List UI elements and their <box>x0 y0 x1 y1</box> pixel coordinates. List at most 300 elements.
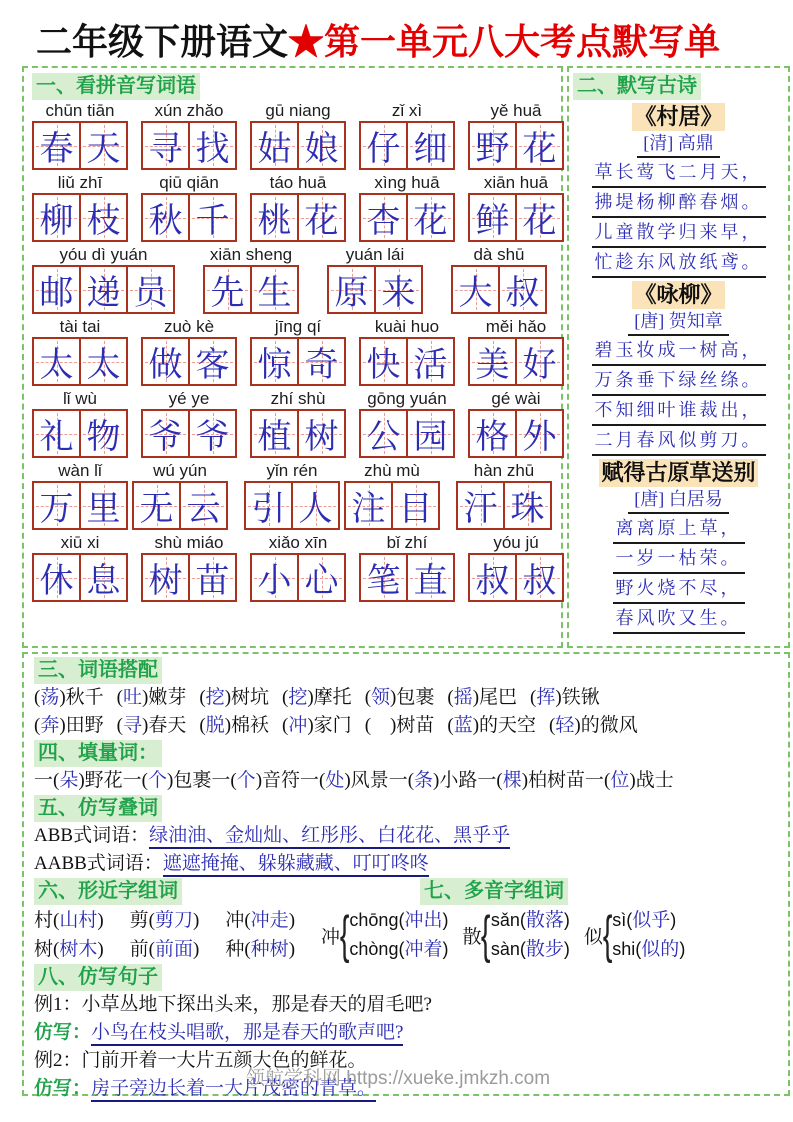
pinyin-word-unit <box>456 460 552 530</box>
similar-character-pair <box>130 906 200 964</box>
handwritten-character: 活 <box>413 347 448 384</box>
handwritten-character: 息 <box>86 563 121 600</box>
answer-grid-box <box>141 409 237 458</box>
answer-grid-box <box>359 193 455 242</box>
pinyin-word-rows <box>32 100 557 602</box>
section4-header: 四、填量词： <box>34 740 162 767</box>
pinyin-text: zuò kè <box>163 317 215 336</box>
similar-character-row: 种(种树) <box>225 939 296 960</box>
grid-cell <box>468 193 517 242</box>
grid-cell <box>359 553 408 602</box>
pinyin-word-unit <box>32 532 128 602</box>
pinyin-word-row <box>32 100 557 170</box>
reduplication-row <box>34 850 778 878</box>
grid-cell <box>32 121 81 170</box>
grid-cell <box>327 265 376 314</box>
handwritten-character: 植 <box>257 419 292 456</box>
pinyin-word-unit <box>141 316 237 386</box>
grid-cell <box>344 481 393 530</box>
handwritten-character: 爷 <box>148 419 183 456</box>
handwritten-character: 客 <box>195 347 230 384</box>
handwritten-character: 柳 <box>39 203 74 240</box>
grid-cell <box>515 409 564 458</box>
similar-and-polyphonic-words <box>34 906 778 964</box>
handwritten-character: 休 <box>39 563 74 600</box>
answer-grid-box <box>359 409 455 458</box>
pinyin-text: yóu dì yuán <box>59 245 148 264</box>
similar-character-row: 剪(剪刀) <box>129 910 200 931</box>
example-line <box>34 991 778 1019</box>
pinyin-text: xún zhǎo <box>154 101 224 120</box>
collocation-answer: 蓝 <box>453 715 473 736</box>
grid-cell <box>79 121 128 170</box>
measure-word-item: 一(朵)野花 <box>34 770 123 791</box>
poem-line: 野火烧不尽， <box>613 575 745 604</box>
collocation-line <box>34 712 778 740</box>
collocation-answer: 挖 <box>288 687 308 708</box>
answer-grid-box <box>359 553 455 602</box>
grid-cell <box>188 553 237 602</box>
answer-grid-box <box>468 337 564 386</box>
polyphonic-group <box>462 906 569 964</box>
grid-cell <box>179 481 228 530</box>
poem-author: [唐] 贺知章 <box>628 309 729 336</box>
pinyin-text: yóu jú <box>493 533 539 552</box>
measure-word-item: 一(个)包裹 <box>122 770 212 791</box>
handwritten-character: 春 <box>39 131 74 168</box>
answer-grid-box <box>132 481 228 530</box>
handwritten-character: 仔 <box>366 131 401 168</box>
similar-character-row: 冲(冲走) <box>225 910 296 931</box>
grid-cell <box>456 481 505 530</box>
collocation-item: (挖)摩托 <box>282 687 352 708</box>
imitation-answer-line <box>34 1019 778 1047</box>
grid-cell <box>188 409 237 458</box>
poem-block <box>573 103 784 278</box>
handwritten-character: 美 <box>475 347 510 384</box>
grid-cell <box>32 553 81 602</box>
pinyin-words-section <box>22 66 563 648</box>
collocation-item: (脱)棉袄 <box>199 715 270 736</box>
pinyin-word-unit <box>32 460 128 530</box>
grid-cell <box>244 481 293 530</box>
polyphonic-row: shi(似的) <box>612 939 686 960</box>
pinyin-word-unit <box>32 316 128 386</box>
pinyin-text: gōng yuán <box>367 389 447 408</box>
grid-cell <box>79 409 128 458</box>
grid-cell <box>32 481 81 530</box>
collocation-item: (摇)尾巴 <box>447 687 518 708</box>
polyphonic-rows <box>349 906 448 964</box>
grid-cell <box>406 553 455 602</box>
handwritten-character: 直 <box>413 563 448 600</box>
pinyin-text: zhí shù <box>270 389 326 408</box>
poem-author: [唐] 白居易 <box>628 487 729 514</box>
polyphonic-head-character: 似 <box>583 926 603 948</box>
handwritten-character: 花 <box>413 203 448 240</box>
handwritten-character: 外 <box>522 419 557 456</box>
pinyin-text: zǐ xì <box>391 101 423 120</box>
collocation-lines <box>34 684 778 740</box>
pinyin-word-unit <box>359 316 455 386</box>
pinyin-word-unit <box>359 172 455 242</box>
handwritten-character: 找 <box>195 131 230 168</box>
handwritten-character: 苗 <box>195 563 230 600</box>
collocation-item: (轻)的微风 <box>549 715 638 736</box>
poem-line: 忙趁东风放纸鸢。 <box>592 249 766 278</box>
polyphonic-answer: 冲着 <box>404 939 443 960</box>
similar-character-row: 村(山村) <box>34 910 104 931</box>
handwritten-character: 花 <box>304 203 339 240</box>
similar-character-answer: 树木 <box>59 939 98 960</box>
pinyin-word-unit <box>32 388 128 458</box>
grid-cell <box>297 553 346 602</box>
handwritten-character: 礼 <box>39 419 74 456</box>
pinyin-word-row <box>32 244 553 314</box>
pinyin-text: shù miáo <box>154 533 224 552</box>
pinyin-text: xiǎo xīn <box>268 533 328 552</box>
grid-cell <box>515 193 564 242</box>
collocation-item: (荡)秋千 <box>34 687 104 708</box>
handwritten-character: 小 <box>257 563 292 600</box>
answer-grid-box <box>32 193 128 242</box>
grid-cell <box>141 193 190 242</box>
answer-grid-box <box>32 409 128 458</box>
pinyin-text: táo huā <box>269 173 327 192</box>
pinyin-text: wàn lǐ <box>58 461 102 480</box>
collocation-item: (领)包裹 <box>364 687 435 708</box>
grid-cell <box>297 409 346 458</box>
answer-grid-box <box>141 553 237 602</box>
grid-cell <box>250 553 299 602</box>
answer-grid-box <box>141 193 237 242</box>
grid-cell <box>32 409 81 458</box>
measure-word-answer: 位 <box>610 770 630 791</box>
pinyin-word-row <box>32 172 557 242</box>
reduplication-row <box>34 822 778 850</box>
polyphonic-answer: 冲出 <box>404 910 443 931</box>
handwritten-character: 汗 <box>463 491 498 528</box>
pinyin-text: yé ye <box>168 389 210 408</box>
grid-cell <box>291 481 340 530</box>
grid-cell <box>141 337 190 386</box>
handwritten-character: 细 <box>413 131 448 168</box>
polyphonic-row: sǎn(散落) <box>490 910 570 931</box>
poem-line: 拂堤杨柳醉春烟。 <box>592 189 766 218</box>
grid-cell <box>250 337 299 386</box>
pinyin-word-unit <box>359 532 455 602</box>
reduplication-label: ABB式词语： <box>34 825 150 846</box>
handwritten-character: 叔 <box>475 563 510 600</box>
grid-cell <box>203 265 252 314</box>
handwritten-character: 人 <box>298 491 333 528</box>
answer-grid-box <box>32 481 128 530</box>
pinyin-text: jīng qí <box>274 317 322 336</box>
handwritten-character: 树 <box>148 563 183 600</box>
collocation-answer: 寻 <box>123 715 143 736</box>
poem-title-wrap <box>573 103 784 131</box>
section6-7-headers <box>34 878 778 905</box>
grid-cell <box>79 481 128 530</box>
answer-grid-box <box>468 553 564 602</box>
poem-author-wrap <box>573 487 784 514</box>
grid-cell <box>250 409 299 458</box>
section3-header: 三、词语搭配 <box>34 657 162 684</box>
pinyin-text: bǐ zhí <box>386 533 428 552</box>
brace-glyph: { <box>339 906 350 964</box>
reduplication-answer: 遮遮掩掩、躲躲藏藏、叮叮咚咚 <box>163 853 429 877</box>
polyphonic-answer: 似乎 <box>632 910 671 931</box>
grid-cell <box>32 265 81 314</box>
polyphonic-row: sàn(散步) <box>490 939 570 960</box>
measure-word-answer: 处 <box>325 770 345 791</box>
collocation-answer: 摇 <box>453 687 473 708</box>
grid-cell <box>359 121 408 170</box>
handwritten-character: 秋 <box>148 203 183 240</box>
polyphonic-head-character: 冲 <box>321 926 341 948</box>
similar-character-row: 树(树木) <box>34 939 104 960</box>
poem-author-wrap <box>573 309 784 336</box>
poem-title: 《村居》 <box>634 104 723 129</box>
answer-grid-box <box>468 121 564 170</box>
pinyin-text: hàn zhū <box>473 461 535 480</box>
grid-cell <box>406 409 455 458</box>
collocation-answer: 领 <box>371 687 391 708</box>
answer-grid-box <box>250 121 346 170</box>
page-title-red: ★第一单元八大考点默写单 <box>288 22 721 62</box>
collocation-item: (寻)春天 <box>116 715 187 736</box>
pinyin-word-unit <box>359 100 455 170</box>
poem-line: 儿童散学归来早， <box>592 219 766 248</box>
measure-word-item: 一(个)音符 <box>211 770 301 791</box>
handwritten-character: 园 <box>413 419 448 456</box>
similar-character-pair <box>34 906 104 964</box>
pinyin-word-row <box>32 316 557 386</box>
answer-grid-box <box>451 265 547 314</box>
pinyin-word-unit <box>132 460 228 530</box>
poem-line: 春风吹又生。 <box>613 605 745 634</box>
pinyin-word-unit <box>141 100 237 170</box>
similar-character-answer: 剪刀 <box>155 910 194 931</box>
pinyin-word-unit <box>141 172 237 242</box>
pinyin-text: xiān huā <box>483 173 549 192</box>
handwritten-character: 太 <box>39 347 74 384</box>
collocation-answer: 吐 <box>123 687 143 708</box>
poem-author: [清] 高鼎 <box>637 131 720 158</box>
pinyin-word-unit <box>327 244 423 314</box>
answer-grid-box <box>32 121 128 170</box>
poem-line: 不知细叶谁裁出， <box>592 397 766 426</box>
poem-title-wrap <box>573 281 784 309</box>
pinyin-word-unit <box>468 100 564 170</box>
grid-cell <box>503 481 552 530</box>
similar-character-answer: 种树 <box>250 939 289 960</box>
section8-header: 八、仿写句子 <box>34 964 162 991</box>
grid-cell <box>188 121 237 170</box>
collocation-answer: 脱 <box>205 715 225 736</box>
answer-grid-box <box>468 193 564 242</box>
measure-word-item: 一(条)小路 <box>388 770 478 791</box>
handwritten-character: 万 <box>39 491 74 528</box>
section7-header: 七、多音字组词 <box>420 878 568 905</box>
poems-section <box>567 66 790 648</box>
handwritten-character: 娘 <box>304 131 339 168</box>
polyphonic-group <box>321 906 448 964</box>
grid-cell <box>32 193 81 242</box>
handwritten-character: 姑 <box>257 131 292 168</box>
answer-grid-box <box>250 193 346 242</box>
answer-grid-box <box>141 337 237 386</box>
collocation-item: ( )树苗 <box>364 715 435 736</box>
poem-line: 离离原上草， <box>613 515 745 544</box>
handwritten-character: 奇 <box>304 347 339 384</box>
pinyin-text: tài tai <box>59 317 101 336</box>
pinyin-word-unit <box>468 172 564 242</box>
pinyin-word-unit <box>250 172 346 242</box>
handwritten-character: 太 <box>86 347 121 384</box>
handwritten-character: 来 <box>381 275 416 312</box>
line-text: 房子旁边长着一大片茂密的青草。 <box>91 1078 376 1102</box>
pinyin-word-unit <box>32 244 175 314</box>
grid-cell <box>141 553 190 602</box>
pinyin-word-unit <box>468 388 564 458</box>
collocation-answer: 冲 <box>288 715 308 736</box>
section2-header: 二、默写古诗 <box>573 73 701 100</box>
handwritten-character: 物 <box>86 419 121 456</box>
pinyin-text: liǔ zhī <box>57 173 103 192</box>
poem-title: 赋得古原草送别 <box>601 460 756 485</box>
brace-glyph: { <box>602 906 613 964</box>
polyphonic-answer: 散步 <box>525 939 564 960</box>
answer-grid-box <box>250 337 346 386</box>
measure-word-item: 一(位)战士 <box>585 770 674 791</box>
poem-line: 草长莺飞二月天， <box>592 159 766 188</box>
pinyin-text: zhù mù <box>364 461 420 480</box>
line-text: 小鸟在枝头唱歌，那是春天的歌声吧? <box>91 1022 403 1046</box>
pinyin-word-unit <box>250 100 346 170</box>
handwritten-character: 无 <box>139 491 174 528</box>
collocation-item: (奔)田野 <box>34 715 104 736</box>
pinyin-word-unit <box>344 460 440 530</box>
grid-cell <box>79 337 128 386</box>
measure-word-answer: 个 <box>236 770 256 791</box>
page-title-black: 二年级下册语文 <box>36 22 289 62</box>
handwritten-character: 珠 <box>510 491 545 528</box>
pinyin-word-unit <box>244 460 340 530</box>
collocation-item: (吐)嫩芽 <box>116 687 187 708</box>
grid-cell <box>468 553 517 602</box>
pinyin-word-unit <box>203 244 299 314</box>
pinyin-text: qiū qiān <box>159 173 219 192</box>
grid-cell <box>141 409 190 458</box>
poem-line: 碧玉妆成一树高， <box>592 337 766 366</box>
bottom-sections <box>22 652 790 1099</box>
answer-grid-box <box>456 481 552 530</box>
collocation-answer: 挥 <box>536 687 556 708</box>
page-title <box>36 22 720 62</box>
handwritten-character: 天 <box>86 131 121 168</box>
polyphonic-row: sì(似乎) <box>612 910 677 931</box>
reduplication-rows <box>34 822 778 878</box>
section5-header: 五、仿写叠词 <box>34 795 162 822</box>
handwritten-character: 野 <box>475 131 510 168</box>
grid-cell <box>468 121 517 170</box>
grid-cell <box>297 193 346 242</box>
poem-list <box>573 103 784 634</box>
handwritten-character: 做 <box>148 347 183 384</box>
pinyin-text: dà shū <box>473 245 525 264</box>
handwritten-character: 桃 <box>257 203 292 240</box>
poem-title: 《咏柳》 <box>634 282 723 307</box>
handwritten-character: 杏 <box>366 203 401 240</box>
collocation-item: (挖)树坑 <box>199 687 270 708</box>
pinyin-text: gū niang <box>265 101 331 120</box>
measure-word-answer: 条 <box>414 770 434 791</box>
collocation-answer <box>371 715 390 736</box>
grid-cell <box>359 337 408 386</box>
grid-cell <box>250 193 299 242</box>
handwritten-character: 里 <box>86 491 121 528</box>
watermark: 领航学科网 https://xueke.jmkzh.com <box>246 1068 551 1089</box>
grid-cell <box>374 265 423 314</box>
line-label: 例2： <box>34 1050 82 1071</box>
poem-title-wrap <box>573 459 784 487</box>
answer-grid-box <box>32 265 175 314</box>
handwritten-character: 花 <box>522 203 557 240</box>
grid-cell <box>297 337 346 386</box>
handwritten-character: 注 <box>351 491 386 528</box>
line-text: 门前开着一大片五颜大色的鲜花。 <box>81 1050 367 1071</box>
pinyin-word-unit <box>250 388 346 458</box>
line-text: 小草丛地下探出头来，那是春天的眉毛吧? <box>81 994 432 1015</box>
polyphonic-group <box>584 906 685 964</box>
answer-grid-box <box>32 553 128 602</box>
handwritten-character: 鲜 <box>475 203 510 240</box>
handwritten-character: 花 <box>522 131 557 168</box>
handwritten-character: 千 <box>195 203 230 240</box>
answer-grid-box <box>141 121 237 170</box>
handwritten-character: 爷 <box>195 419 230 456</box>
similar-character-row: 前(前面) <box>129 939 200 960</box>
pinyin-word-row <box>32 388 557 458</box>
grid-cell <box>79 265 128 314</box>
pinyin-word-unit <box>468 316 564 386</box>
collocation-line <box>34 684 778 712</box>
pinyin-text: měi hǎo <box>485 317 547 336</box>
grid-cell <box>391 481 440 530</box>
collocation-answer: 荡 <box>40 687 60 708</box>
collocation-item: (冲)家门 <box>282 715 352 736</box>
poem-block <box>573 459 784 634</box>
grid-cell <box>79 553 128 602</box>
pinyin-word-row <box>32 532 557 602</box>
pinyin-text: xiān sheng <box>209 245 293 264</box>
handwritten-character: 原 <box>334 275 369 312</box>
handwritten-character: 笔 <box>366 563 401 600</box>
handwritten-character: 好 <box>522 347 557 384</box>
handwritten-character: 引 <box>251 491 286 528</box>
pinyin-text: gé wài <box>491 389 541 408</box>
handwritten-character: 惊 <box>257 347 292 384</box>
answer-grid-box <box>327 265 423 314</box>
similar-character-answer: 山村 <box>59 910 98 931</box>
pinyin-word-unit <box>141 388 237 458</box>
similar-character-answer: 冲走 <box>250 910 289 931</box>
answer-grid-box <box>244 481 340 530</box>
pinyin-word-unit <box>32 172 128 242</box>
collocation-item: (挥)铁锹 <box>530 687 600 708</box>
grid-cell <box>32 337 81 386</box>
